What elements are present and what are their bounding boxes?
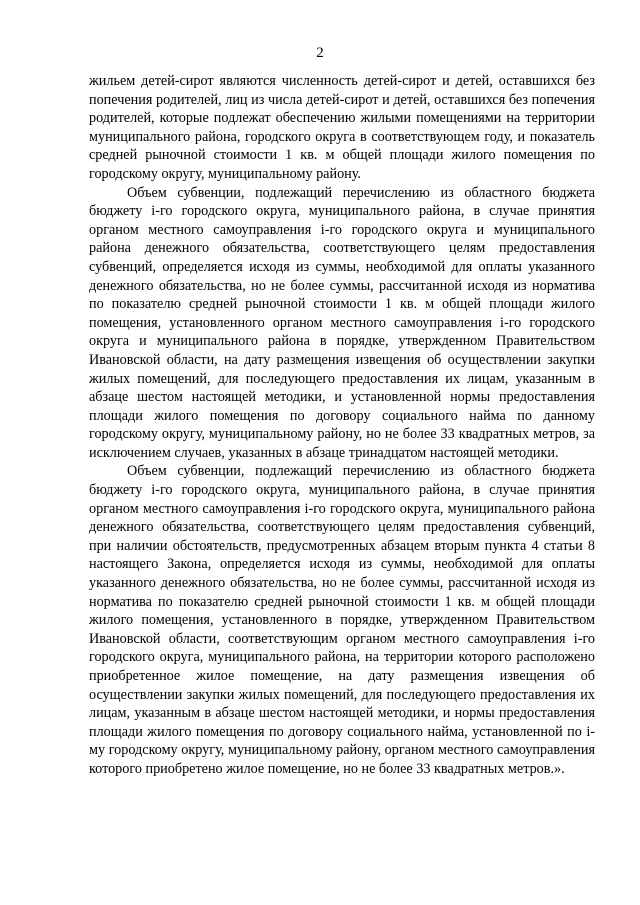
paragraph-subvention-standard: Объем субвенции, подлежащий перечислению из областного бюджета бюджету i-го городского округа, муниципального района, в случае принятия органом местного самоуправления i-го городского округа и муниципального района денежного обязательства, соответствующего целям предоставления субвенций, определяется исходя из суммы, необходимой для оплаты указанного денежного обязательства, но не более суммы, рассчитанной исходя из норматива по показателю средней рыночной стоимости 1 кв. м общей площади жилого помещения, установленного органом местного самоуправления i-го городского округа и муниципального района в порядке, утвержденном Правительством Ивановской области, на дату размещения извещения об осуществлении закупки жилых помещений, для последующего предоставления их лицам, указанным в абзаце шестом настоящей методики, и установленной нормы предоставления площади жилого помещения по договору социального найма по данному городскому округу, муниципальному району, но не более 33 квадратных метров, за исключением случаев, указанных в абзаце тринадцатом настоящей методики. [89, 184, 595, 461]
document-body [89, 72, 595, 779]
paragraph-continuation: жильем детей-сирот являются численность детей-сирот и детей, оставшихся без попечения родителей, лиц из числа детей-сирот и детей, оставшихся без попечения родителей, которые подлежат обеспечению жилыми помещениями на территории муниципального района, городского округа в соответствующем году, и показатель средней рыночной стоимости 1 кв. м общей площади жилого помещения по городскому округу, муниципальному району. [89, 73, 595, 182]
paragraph-subvention-special-case: Объем субвенции, подлежащий перечислению из областного бюджета бюджету i-го городского округа, муниципального района, в случае принятия органом местного самоуправления i-го городского округа, муниципального района денежного обязательства, соответствующего целям предоставления субвенций, при наличии обстоятельств, предусмотренных абзацем вторым пункта 4 статьи 8 настоящего Закона, определяется исходя из суммы, необходимой для оплаты указанного денежного обязательства, но не более суммы, рассчитанной исходя из норматива по показателю средней рыночной стоимости 1 кв. м общей площади жилого помещения, установленного в порядке, утвержденном Правительством Ивановской области, соответствующим органом местного самоуправления i-го городского округа, муниципального района, на территории которого расположено приобретенное жилое помещение, на дату размещения извещения об осуществлении закупки жилых помещений, для последующего предоставления их лицам, указанным в абзаце шестом настоящей методики, и нормы предоставления площади жилого помещения по договору социального найма, установленной по i-му городскому округу, муниципальному району, органом местного самоуправления которого приобретено жилое помещение, но не более 33 квадратных метров.». [89, 463, 595, 777]
page-number: 2 [316, 45, 324, 61]
